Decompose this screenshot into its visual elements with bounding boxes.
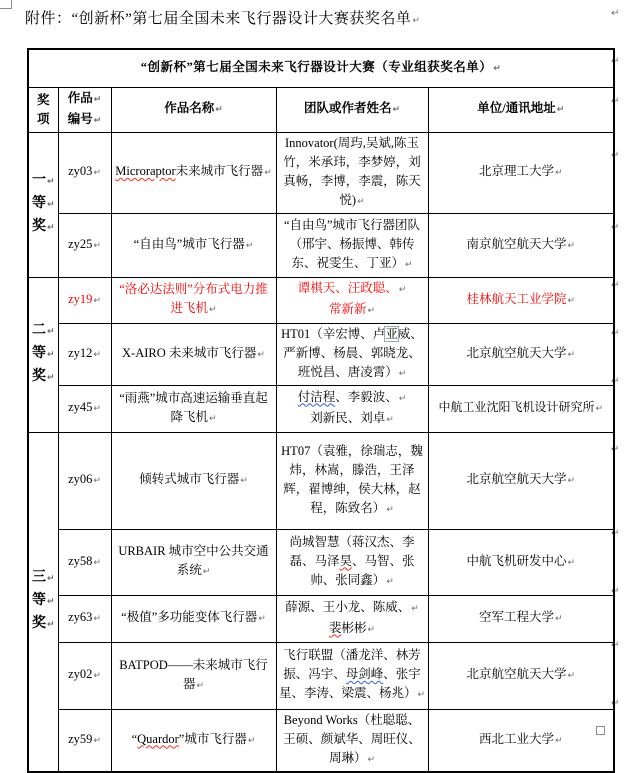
cell-team: 付洁程、李毅波、 ↵ 刘新民、刘卓 ↵	[276, 385, 428, 432]
cell-name: “雨燕”城市高速运输垂直起降飞机 ↵	[111, 385, 276, 432]
paragraph-mark-icon: ↵	[611, 56, 620, 67]
award-table	[27, 48, 615, 773]
cell-code: zy03 ↵	[58, 132, 111, 213]
header-unit: 单位/通讯地址 ↵	[428, 87, 614, 132]
cell-unit: 北京航空航天大学 ↵	[428, 642, 614, 709]
award-group-first-prize: 一 ↵ 等 ↵ 奖 ↵	[28, 132, 58, 277]
cell-code: zy59 ↵	[58, 709, 111, 772]
award-group-third-prize: 三 ↵ 等 ↵ 奖 ↵	[28, 432, 58, 772]
cell-code: zy63 ↵	[58, 595, 111, 642]
cell-unit: 中航飞机研发中心 ↵	[428, 529, 614, 595]
paragraph-mark-icon: ↵	[611, 222, 620, 233]
page-corner-box	[0, 0, 12, 9]
attachment-line	[25, 7, 420, 28]
cell-team: Innovator(周玙,吴斌,陈玉竹，米承玮，李梦婷，刘真畅，李博，李震，陈天悦) ↵	[276, 132, 428, 213]
cell-code: zy12 ↵	[58, 323, 111, 385]
attachment-text: 附件：“创新杯”第七届全国未来飞行器设计大赛获奖名单 ↵	[25, 11, 420, 27]
paragraph-mark-icon: ↵	[611, 640, 620, 651]
cell-team: 飞行联盟（潘龙洋、林芳振、冯宇、母剑峰、张宇星、李涛、梁震、杨兆） ↵	[276, 642, 428, 709]
cell-name: “Quardor”城市飞行器 ↵	[111, 709, 276, 772]
table-row	[28, 213, 614, 277]
paragraph-mark-icon: ↵	[611, 8, 620, 19]
paragraph-mark-icon: ↵	[611, 280, 620, 291]
paragraph-mark-icon: ↵	[611, 528, 620, 539]
cell-unit: 西北工业大学 ↵	[428, 709, 614, 772]
cell-unit: 桂林航天工业学院 ↵	[428, 277, 614, 323]
cell-code: zy19 ↵	[58, 277, 111, 323]
cell-unit: 北京航空航天大学 ↵	[428, 323, 614, 385]
cell-unit: 空军工程大学 ↵	[428, 595, 614, 642]
cell-team: “自由鸟”城市飞行器团队（邢宇、杨振博、韩传东、祝雯生、丁亚） ↵	[276, 213, 428, 277]
table-title-text: “创新杯”第七届全国未来飞行器设计大赛（专业组获奖名单） ↵	[141, 60, 502, 74]
paragraph-mark-icon: ↵	[611, 328, 620, 339]
cell-name: “极值”多功能变体飞行器 ↵	[111, 595, 276, 642]
cell-unit: 北京理工大学 ↵	[428, 132, 614, 213]
cell-code: zy25 ↵	[58, 213, 111, 277]
header-award: 奖项	[28, 87, 58, 132]
paragraph-mark-icon: ↵	[611, 586, 620, 597]
paragraph-mark-icon: ↵	[611, 444, 620, 455]
cell-code: zy06 ↵	[58, 432, 111, 529]
cell-name: 倾转式城市飞行器 ↵	[111, 432, 276, 529]
award-group-second-prize: 二 ↵ 等 ↵ 奖 ↵	[28, 277, 58, 432]
cell-name: URBAIR 城市空中公共交通系统 ↵	[111, 529, 276, 595]
cell-unit: 南京航空航天大学 ↵	[428, 213, 614, 277]
cell-team: HT07（袁雅，徐瑞志，魏炜，林嵩，滕浩，王泽辉，翟博绅，侯大林，赵程，陈致名） ↵	[276, 432, 428, 529]
cell-code: zy02 ↵	[58, 642, 111, 709]
cell-name: “洛必达法则”分布式电力推进飞机 ↵	[111, 277, 276, 323]
cell-name: BATPOD——未来城市飞行器 ↵	[111, 642, 276, 709]
table-row	[28, 595, 614, 642]
table-row	[28, 642, 614, 709]
table-row	[28, 323, 614, 385]
header-name: 作品名称 ↵	[111, 87, 276, 132]
cell-name: X-AIRO 未来城市飞行器 ↵	[111, 323, 276, 385]
table-row	[28, 385, 614, 432]
cell-team: Beyond Works（杜聪聪、王硕、颜斌华、周旺仪、周琳） ↵	[276, 709, 428, 772]
table-row	[28, 277, 614, 323]
cell-unit: 北京航空航天大学 ↵	[428, 432, 614, 529]
paragraph-mark-icon: ↵	[611, 698, 620, 709]
text-cursor-box: 亚	[385, 326, 398, 341]
header-team: 团队或作者姓名 ↵	[276, 87, 428, 132]
cell-code: zy58 ↵	[58, 529, 111, 595]
cell-team: HT01（辛宏博、卢亚威、严新博、杨晨、郭晓龙、班悦昌、唐凌霄） ↵	[276, 323, 428, 385]
paragraph-mark-icon: ↵	[611, 376, 620, 387]
table-row	[28, 709, 614, 772]
cell-name: Microraptor未来城市飞行器 ↵	[111, 132, 276, 213]
table-row	[28, 132, 614, 213]
paragraph-mark-icon: ↵	[611, 150, 620, 161]
cell-team: 谭棋天、汪政聪、 ↵ 常新新 ↵	[276, 277, 428, 323]
cell-name: “自由鸟”城市飞行器 ↵	[111, 213, 276, 277]
table-row	[28, 432, 614, 529]
cell-team: 尚城智慧（蒋汉杰、李磊、马泽昊、马智、张帅、张同鑫） ↵	[276, 529, 428, 595]
cell-team: 薛源、王小龙、陈威、 ↵ 裴彬彬 ↵	[276, 595, 428, 642]
cell-code: zy45 ↵	[58, 385, 111, 432]
table-title	[28, 49, 614, 87]
cell-unit: 中航工业沈阳飞机设计研究所 ↵	[428, 385, 614, 432]
header-code: 作品 ↵ 编号 ↵	[58, 87, 111, 132]
table-row	[28, 529, 614, 595]
paragraph-mark-icon: ↵	[611, 96, 620, 107]
